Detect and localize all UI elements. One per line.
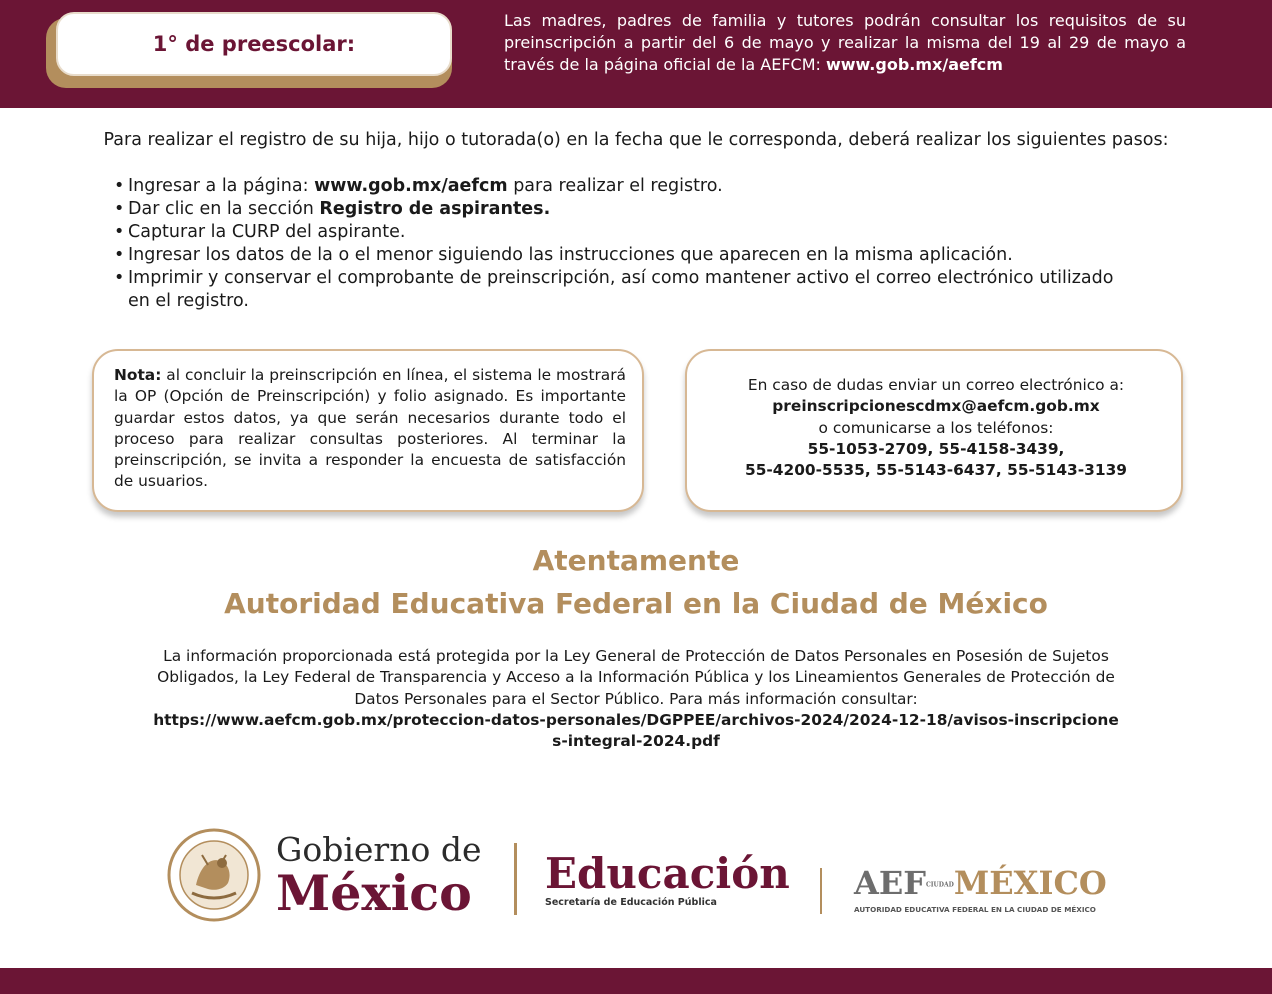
step-item: • Ingresar los datos de la o el menor siguiendo las instrucciones que aparecen en la misma aplicación. <box>114 244 1114 267</box>
step-url[interactable]: www.gob.mx/aefcm <box>314 176 508 196</box>
contact-phones: 55-1053-2709, 55-4158-3439, <box>807 439 1065 458</box>
privacy-url[interactable]: https://www.aefcm.gob.mx/proteccion-datos-personales/DGPPEE/archivos-2024/2024-12-18/avisos-inscripciones-integral-2024.pdf <box>153 710 1119 751</box>
header-notice-url[interactable]: www.gob.mx/aefcm <box>825 55 1003 74</box>
note-text: Nota: al concluir la preinscripción en línea, el sistema le mostrará la OP (Opción de Preinscripción) y folio asignado. Es importante guardar estos datos, ya que serán necesarios durante todo el proceso para realizar consultas posteriores. Al terminar la preinscripción, se invita a responder la encuesta de satisfacción de usuarios. <box>114 366 626 491</box>
aef-mexico-logo: AEFCIUDADMÉXICO AUTORIDAD EDUCATIVA FEDERAL EN LA CIUDAD DE MÉXICO <box>854 864 1107 914</box>
authority-name: Autoridad Educativa Federal en la Ciudad de México <box>224 587 1048 620</box>
step-item: • Ingresar a la página: www.gob.mx/aefcm para realizar el registro. <box>114 175 1114 198</box>
step-item: • Imprimir y conservar el comprobante de preinscripción, así como mantener activo el correo electrónico utilizado en el registro. <box>114 267 1114 313</box>
closing-text: Atentamente <box>532 544 740 577</box>
grade-label: 1° de preescolar: <box>152 32 356 56</box>
gobierno-de-mexico-logo: Gobierno de México <box>276 830 482 922</box>
header-banner <box>0 0 1272 108</box>
footer-bar <box>0 968 1272 994</box>
grade-label-box <box>56 12 452 76</box>
contact-box <box>685 349 1183 512</box>
steps-list <box>114 175 1114 313</box>
logo-divider <box>820 868 822 914</box>
contact-line: En caso de dudas enviar un correo electrónico a: <box>747 376 1125 394</box>
step-item: • Capturar la CURP del aspirante. <box>114 221 1114 244</box>
contact-email[interactable]: preinscripcionescdmx@aefcm.gob.mx <box>772 397 1100 416</box>
mexico-coat-of-arms-icon <box>162 827 266 927</box>
logo-divider <box>514 843 517 915</box>
educacion-logo: Educación Secretaría de Educación Pública <box>545 849 790 908</box>
note-box <box>92 349 644 512</box>
header-notice <box>504 10 1186 76</box>
header-notice-text: Las madres, padres de familia y tutores podrán consultar los requisitos de su preinscripción a partir del 6 de mayo y realizar la misma del 19 al 29 de mayo a través de la página oficial de la AEFCM: <box>504 11 1186 74</box>
contact-line: o comunicarse a los teléfonos: <box>818 418 1054 437</box>
intro-text: Para realizar el registro de su hija, hijo o tutorada(o) en la fecha que le corresponda, deberá realizar los siguientes pasos: <box>103 130 1169 150</box>
step-item: • Dar clic en la sección Registro de aspirantes. <box>114 198 1114 221</box>
note-label: Nota: <box>114 366 162 384</box>
privacy-notice: La información proporcionada está protegida por la Ley General de Protección de Datos Personales en Posesión de Sujetos Obligados, la Ley Federal de Transparencia y Acceso a la Información Pública y los Lineamientos Generales de Protección de Datos Personales para el Sector Público. Para más información consultar: https://www.aefcm.gob.mx/proteccion-datos-personales/DGPPEE/archivos-2024/2024-12-18/avisos-inscripciones-integral-2024.pdf <box>153 647 1119 751</box>
contact-phones: 55-4200-5535, 55-5143-6437, 55-5143-3139 <box>744 461 1127 480</box>
